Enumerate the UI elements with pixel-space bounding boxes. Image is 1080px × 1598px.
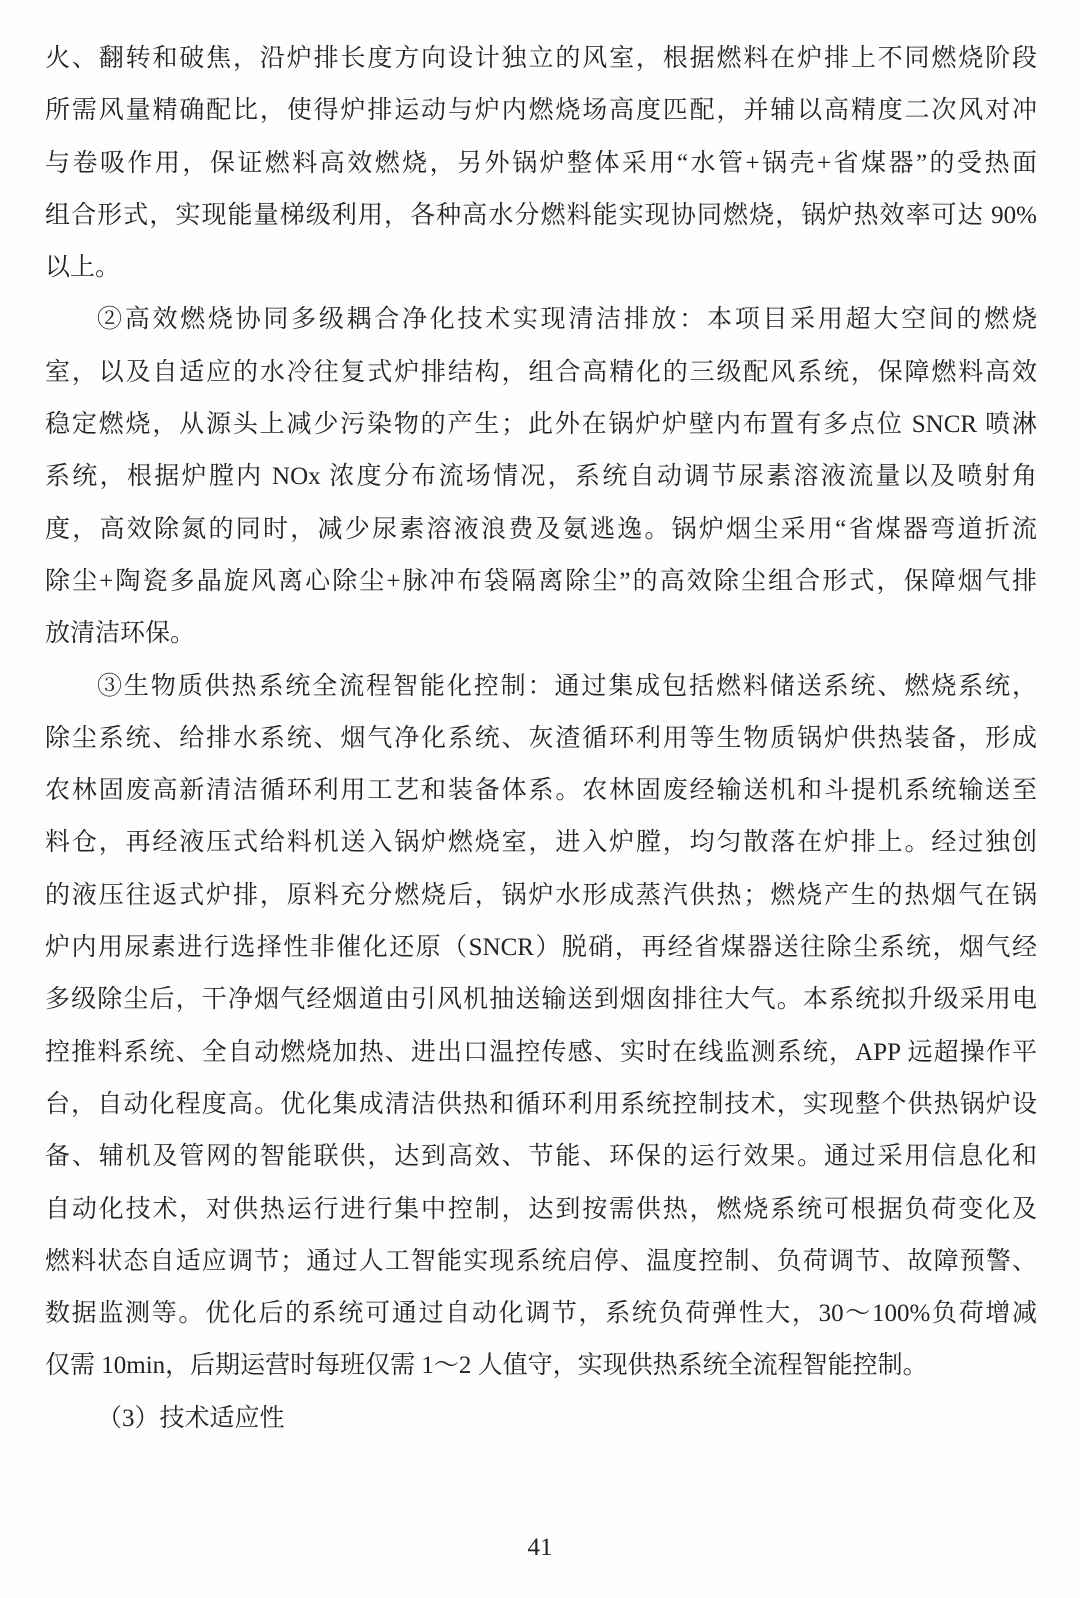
text-line: 自动化技术，对供热运行进行集中控制，达到按需供热，燃烧系统可根据负荷变化及 — [45, 1195, 1037, 1223]
text-line: 料仓，再经液压式给料机送入锅炉燃烧室，进入炉膛，均匀散落在炉排上。经过独创 — [45, 829, 1037, 857]
text-line: 台，自动化程度高。优化集成清洁供热和循环利用系统控制技术，实现整个供热锅炉设 — [45, 1090, 1037, 1118]
text-line: 火、翻转和破焦，沿炉排长度方向设计独立的风室，根据燃料在炉排上不同燃烧阶段 — [45, 45, 1037, 72]
paragraph-intelligent-control — [45, 661, 1037, 1393]
text-line: 农林固废高新清洁循环利用工艺和装备体系。农林固废经输送机和斗提机系统输送至 — [45, 777, 1037, 805]
text-line: 备、辅机及管网的智能联供，达到高效、节能、环保的运行效果。通过采用信息化和 — [45, 1143, 1037, 1171]
text-line: 组合形式，实现能量梯级利用，各种高水分燃料能实现协同燃烧，锅炉热效率可达 90% — [45, 201, 1037, 229]
page-footer — [0, 1528, 1080, 1568]
text-line: 除尘+陶瓷多晶旋风离心除尘+脉冲布袋隔离除尘”的高效除尘组合形式，保障烟气排 — [45, 567, 1037, 595]
text-line: （3）技术适应性 — [97, 1404, 285, 1432]
paragraph-clean-emission — [45, 294, 1037, 660]
text-line: 多级除尘后，干净烟气经烟道由引风机抽送输送到烟囱排往大气。本系统拟升级采用电 — [45, 986, 1037, 1014]
text-line: 燃料状态自适应调节；通过人工智能实现系统启停、温度控制、负荷调节、故障预警、 — [45, 1247, 1037, 1275]
text-line: 的液压往返式炉排，原料充分燃烧后，锅炉水形成蒸汽供热；燃烧产生的热烟气在锅 — [45, 881, 1037, 909]
text-line: 仅需 10min，后期运营时每班仅需 1～2 人值守，实现供热系统全流程智能控制。 — [45, 1352, 928, 1380]
text-line: 所需风量精确配比，使得炉排运动与炉内燃烧场高度匹配，并辅以高精度二次风对冲 — [45, 97, 1037, 125]
text-line: 以上。 — [45, 254, 121, 282]
text-line: 与卷吸作用，保证燃料高效燃烧，另外锅炉整体采用“水管+锅壳+省煤器”的受热面 — [45, 149, 1037, 177]
paragraph-boiler-combustion — [45, 33, 1037, 294]
text-line: 炉内用尿素进行选择性非催化还原（SNCR）脱硝，再经省煤器送往除尘系统，烟气经 — [45, 934, 1037, 962]
text-line: 控推料系统、全自动燃烧加热、进出口温控传感、实时在线监测系统，APP 远超操作平 — [45, 1038, 1037, 1066]
heading-tech-adaptability — [45, 1393, 1037, 1445]
text-line: 室，以及自适应的水冷往复式炉排结构，组合高精化的三级配风系统，保障燃料高效 — [45, 358, 1037, 386]
text-line: 稳定燃烧，从源头上减少污染物的产生；此外在锅炉炉壁内布置有多点位 SNCR 喷淋 — [45, 411, 1037, 439]
text-line: 度，高效除氮的同时，减少尿素溶液浪费及氨逃逸。锅炉烟尘采用“省煤器弯道折流 — [45, 515, 1037, 543]
text-line: 系统，根据炉膛内 NOx 浓度分布流场情况，系统自动调节尿素溶液流量以及喷射角 — [45, 463, 1037, 491]
text-line: ③生物质供热系统全流程智能化控制：通过集成包括燃料储送系统、燃烧系统， — [97, 672, 1037, 700]
text-line: 除尘系统、给排水系统、烟气净化系统、灰渣循环利用等生物质锅炉供热装备，形成 — [45, 724, 1037, 752]
page-number: 41 — [527, 1534, 553, 1561]
document-body — [45, 33, 1037, 1445]
text-line: 数据监测等。优化后的系统可通过自动化调节，系统负荷弹性大，30～100%负荷增减 — [45, 1300, 1037, 1328]
text-line: ②高效燃烧协同多级耦合净化技术实现清洁排放：本项目采用超大空间的燃烧 — [97, 306, 1037, 334]
text-line: 放清洁环保。 — [45, 620, 196, 648]
